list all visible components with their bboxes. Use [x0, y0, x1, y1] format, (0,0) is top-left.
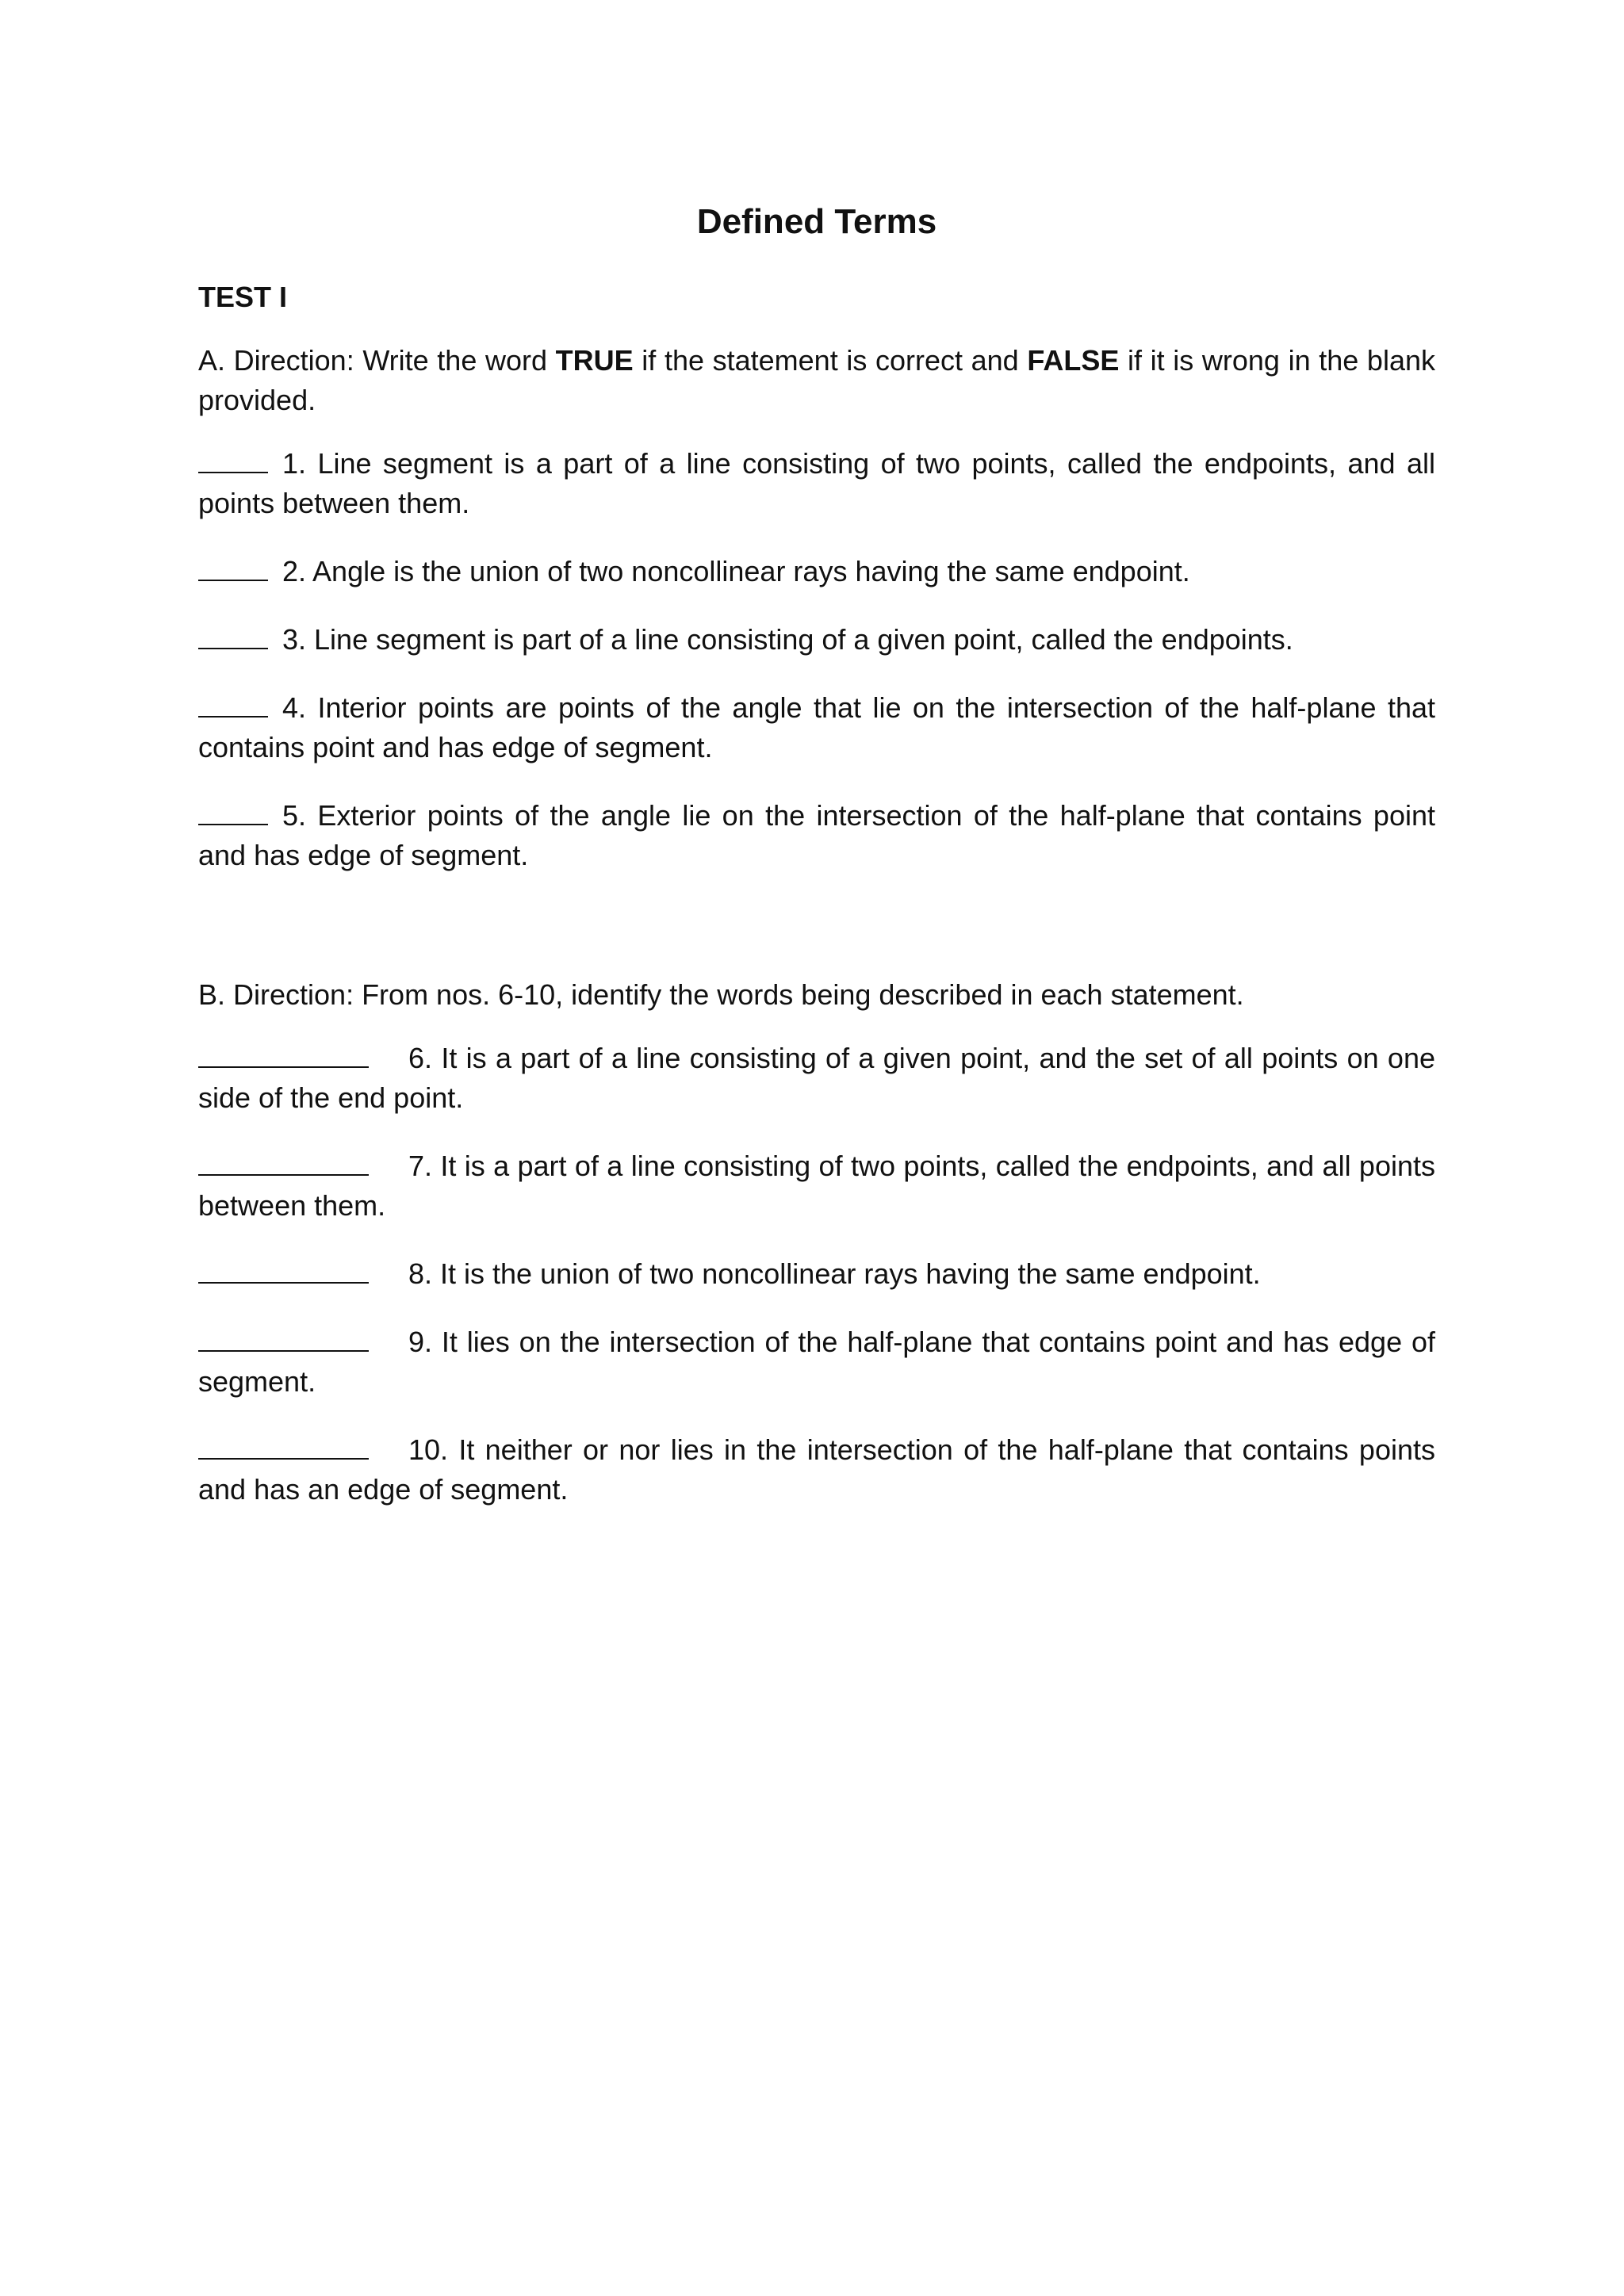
question-text-1: 1. Line segment is a part of a line consisting of two points, called the endpoints, and all points between them. — [198, 447, 1435, 519]
answer-blank-8[interactable] — [198, 1258, 369, 1284]
section-a-direction — [198, 341, 1435, 420]
question-text-9: 9. It lies on the intersection of the half-plane that contains point and has edge of segment. — [198, 1326, 1435, 1398]
answer-blank-5[interactable] — [198, 800, 268, 825]
direction-prefix: A. Direction: Write the word — [198, 344, 556, 377]
question-item-4 — [198, 688, 1435, 767]
test-label: TEST I — [198, 281, 288, 313]
question-item-3 — [198, 620, 1435, 660]
question-text-3: 3. Line segment is part of a line consisting of a given point, called the endpoints. — [282, 623, 1293, 656]
question-item-2 — [198, 552, 1435, 591]
section-b-direction: B. Direction: From nos. 6-10, identify the words being described in each statement. — [198, 978, 1244, 1011]
worksheet-content — [198, 198, 1435, 1538]
question-item-1 — [198, 444, 1435, 523]
answer-blank-3[interactable] — [198, 624, 268, 649]
question-text-10: 10. It neither or nor lies in the intersection of the half-plane that contains points and has an edge of segment. — [198, 1433, 1435, 1506]
answer-blank-2[interactable] — [198, 556, 268, 581]
question-text-7: 7. It is a part of a line consisting of two points, called the endpoints, and all points between them. — [198, 1150, 1435, 1222]
question-text-2: 2. Angle is the union of two noncollinear rays having the same endpoint. — [282, 555, 1190, 587]
answer-blank-7[interactable] — [198, 1150, 369, 1176]
question-item-9 — [198, 1322, 1435, 1402]
question-item-10 — [198, 1430, 1435, 1510]
direction-true-word: TRUE — [555, 344, 634, 377]
direction-false-word: FALSE — [1027, 344, 1120, 377]
direction-mid: if the statement is correct and — [633, 344, 1028, 377]
answer-blank-6[interactable] — [198, 1043, 369, 1068]
question-item-7 — [198, 1146, 1435, 1226]
question-text-4: 4. Interior points are points of the angle that lie on the intersection of the half-plane that contains point and has edge of segment. — [198, 691, 1435, 763]
section-gap — [198, 904, 1435, 975]
answer-blank-10[interactable] — [198, 1434, 369, 1460]
question-text-8: 8. It is the union of two noncollinear rays having the same endpoint. — [408, 1257, 1261, 1290]
question-text-5: 5. Exterior points of the angle lie on the intersection of the half-plane that contains point and has edge of segment. — [198, 799, 1435, 871]
question-item-5 — [198, 796, 1435, 875]
question-text-6: 6. It is a part of a line consisting of a given point, and the set of all points on one side of the end point. — [198, 1042, 1435, 1114]
direction-suffix: if it is wrong in the blank provided. — [198, 344, 1435, 416]
answer-blank-1[interactable] — [198, 448, 268, 473]
question-item-8 — [198, 1254, 1435, 1294]
page-title: Defined Terms — [696, 202, 937, 241]
answer-blank-4[interactable] — [198, 692, 268, 718]
answer-blank-9[interactable] — [198, 1326, 369, 1352]
question-item-6 — [198, 1039, 1435, 1118]
